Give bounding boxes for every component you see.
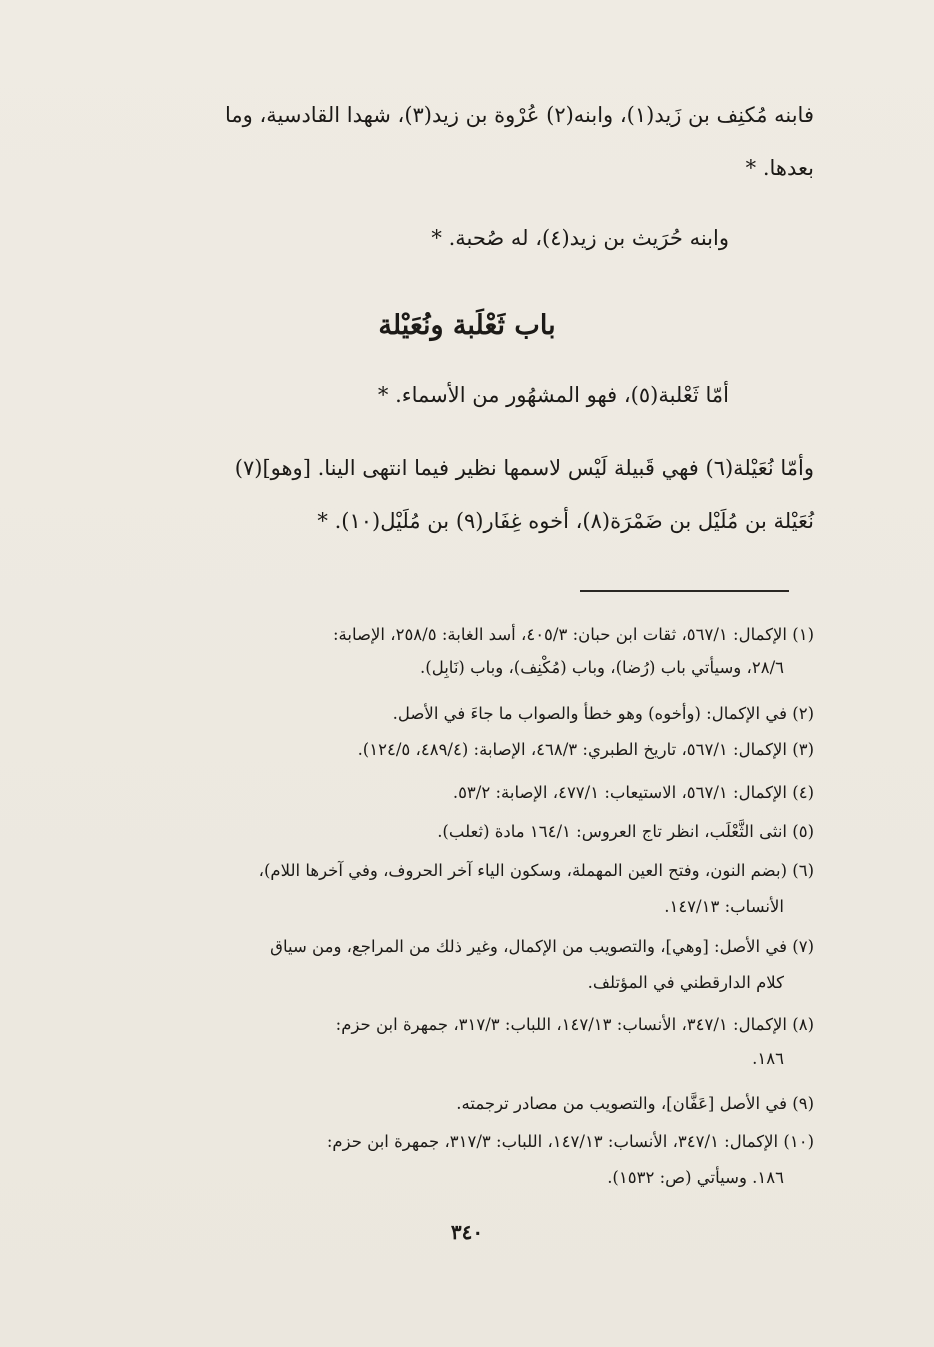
footnote-7-cont: كلام الدارقطني في المؤتلف. [587, 973, 784, 992]
page-number: ٣٤٠ [450, 1220, 484, 1244]
footnote-1: (١) الإكمال: ٥٦٧/١، ثقات ابن حبان: ٤٠٥/٣، أسد الغابة: ٢٥٨/٥، الإصابة: [332, 625, 814, 644]
body-line-2: بعدها. * [745, 156, 814, 180]
footnote-separator [580, 590, 789, 592]
footnote-10-cont: ١٨٦. وسيأتي (ص: ١٥٣٢). [607, 1168, 784, 1187]
section-heading: باب ثَعْلَبة ونُعَيْلة [378, 310, 556, 341]
body-line-3: وابنه حُرَيث بن زيد(٤)، له صُحبة. * [431, 226, 729, 250]
footnote-3: (٣) الإكمال: ٥٦٧/١، تاريخ الطبري: ٤٦٨/٣، الإصابة: (٤٨٩/٤، ١٢٤/٥). [357, 740, 814, 759]
body-line-6: نُعَيْلة بن مُلَيْل بن ضَمْرَة(٨)، أخوه غِفَار(٩) بن مُلَيْل(١٠). * [317, 509, 814, 533]
footnote-1-cont: ٢٨/٦، وسيأتي باب (رُضا)، وباب (مُكْنِف)، وباب (نَابِل). [420, 658, 784, 677]
footnote-6: (٦) (بضم النون، وفتح العين المهملة، وسكون الياء آخر الحروف، وفي آخرها اللام)، [258, 861, 814, 880]
body-line-5: وأمّا نُعَيْلة(٦) فهي قَبيلة لَيْس لاسمها نظير فيما انتهى الينا. [وهو](٧) [234, 456, 814, 480]
footnote-8-cont: ١٨٦. [752, 1049, 784, 1068]
footnote-4: (٤) الإكمال: ٥٦٧/١، الاستيعاب: ٤٧٧/١، الإصابة: ٥٣/٢. [452, 783, 814, 802]
body-line-4: أمّا ثَعْلبة(٥)، فهو المشهُور من الأسماء. * [377, 383, 729, 407]
footnote-2: (٢) في الإكمال: (وأخوه) وهو خطأ والصواب ما جاءَ في الأصل. [392, 704, 814, 723]
footnote-8: (٨) الإكمال: ٣٤٧/١، الأنساب: ١٤٧/١٣، اللباب: ٣١٧/٣، جمهرة ابن حزم: [335, 1015, 814, 1034]
footnote-7: (٧) في الأصل: [وهي]، والتصويب من الإكمال، وغير ذلك من المراجع، ومن سياق [270, 937, 814, 956]
footnote-5: (٥) انثى الثَّعْلَب، انظر تاج العروس: ١٦٤/١ مادة (ثعلب). [437, 822, 814, 841]
footnote-10: (١٠) الإكمال: ٣٤٧/١، الأنساب: ١٤٧/١٣، اللباب: ٣١٧/٣، جمهرة ابن حزم: [326, 1132, 814, 1151]
footnote-9: (٩) في الأصل [عَفَّان]، والتصويب من مصادر ترجمته. [456, 1094, 814, 1113]
footnote-6-cont: الأنساب: ١٤٧/١٣. [664, 897, 784, 916]
body-line-1: فابنه مُكنِف بن زَيد(١)، وابنه(٢) عُرْوة بن زيد(٣)، شهدا القادسية، وما [225, 103, 814, 127]
